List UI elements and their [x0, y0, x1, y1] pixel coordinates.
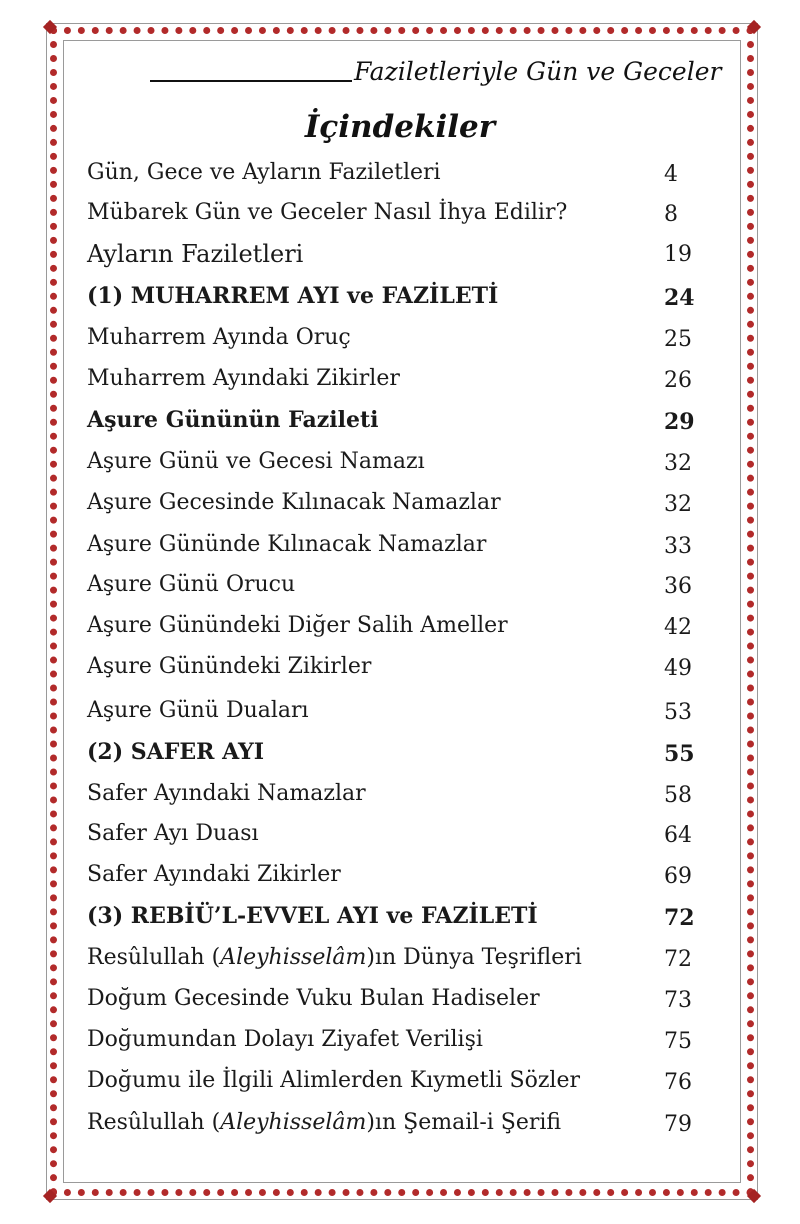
toc-entry-label: Aşure Günündeki Diğer Salih Ameller	[87, 613, 508, 638]
toc-entry-page: 19	[664, 242, 692, 267]
toc-entry-page: 36	[664, 574, 692, 599]
toc-entry[interactable]	[87, 240, 707, 276]
toc-entry[interactable]	[87, 1110, 707, 1146]
toc-entry-label-part: Resûlullah (	[87, 945, 221, 970]
toc-entry-label: (2) SAFER AYI	[87, 739, 265, 765]
toc-entry[interactable]	[87, 572, 707, 608]
toc-entry-page: 79	[664, 1112, 692, 1137]
toc-entry-label: Ayların Faziletleri	[87, 240, 304, 268]
toc-section-entry[interactable]	[87, 903, 707, 939]
toc-entry[interactable]	[87, 1027, 707, 1063]
toc-entry-label: Muharrem Ayında Oruç	[87, 325, 351, 350]
toc-entry[interactable]	[87, 366, 707, 402]
toc-entry-label-part: Resûlullah (	[87, 1110, 221, 1135]
toc-entry[interactable]	[87, 449, 707, 485]
toc-entry-label: Doğumu ile İlgili Alimlerden Kıymetli Sözler	[87, 1068, 580, 1093]
toc-entry-label-part: )ın Şemail-i Şerifi	[366, 1110, 562, 1135]
toc-entry-label-italic: Aleyhisselâm	[220, 1110, 367, 1135]
toc-entry-page: 32	[664, 492, 692, 517]
toc-entry-page: 69	[664, 864, 692, 889]
toc-entry[interactable]	[87, 532, 707, 568]
toc-entry-page: 58	[664, 783, 692, 808]
toc-entry-label	[87, 945, 582, 970]
toc-entry-page: 76	[664, 1070, 692, 1095]
toc-entry[interactable]	[87, 325, 707, 361]
toc-entry-page: 73	[664, 988, 692, 1013]
toc-entry-page: 42	[664, 615, 692, 640]
toc-entry-label: Muharrem Ayındaki Zikirler	[87, 366, 400, 391]
toc-entry-label: (1) MUHARREM AYI ve FAZİLETİ	[87, 283, 499, 309]
toc-entry[interactable]	[87, 1068, 707, 1104]
toc-entry-label: (3) REBİÜ’L-EVVEL AYI ve FAZİLETİ	[87, 903, 538, 929]
toc-entry[interactable]	[87, 862, 707, 898]
toc-entry-page: 29	[664, 409, 695, 435]
toc-entry-label-part: )ın Dünya Teşrifleri	[366, 945, 582, 970]
toc-entry-label: Aşure Gecesinde Kılınacak Namazlar	[87, 490, 501, 515]
toc-section-entry[interactable]	[87, 283, 707, 319]
toc-section-entry[interactable]	[87, 739, 707, 775]
toc-entry-label: Doğum Gecesinde Vuku Bulan Hadiseler	[87, 986, 540, 1011]
toc-title: İçindekiler	[304, 109, 496, 145]
toc-entry-label: Safer Ayı Duası	[87, 821, 259, 846]
toc-entry-label: Aşure Gününün Fazileti	[87, 407, 379, 433]
toc-section-entry[interactable]	[87, 407, 707, 443]
toc-entry-label: Aşure Günü Orucu	[87, 572, 296, 597]
toc-entry-page: 26	[664, 368, 692, 393]
toc-entry-page: 32	[664, 451, 692, 476]
toc-entry-page: 24	[664, 285, 695, 311]
toc-entry-label: Mübarek Gün ve Geceler Nasıl İhya Edilir?	[87, 200, 568, 225]
toc-entry-page: 8	[664, 202, 678, 227]
toc-entry-page: 49	[664, 656, 692, 681]
toc-entry[interactable]	[87, 200, 707, 236]
toc-entry[interactable]	[87, 490, 707, 526]
toc-entry[interactable]	[87, 698, 707, 734]
toc-entry-label	[87, 1110, 561, 1135]
toc-entry[interactable]	[87, 160, 707, 196]
toc-entry-label: Safer Ayındaki Zikirler	[87, 862, 341, 887]
toc-entry-page: 75	[664, 1029, 692, 1054]
toc-entry[interactable]	[87, 821, 707, 857]
toc-entry-label: Aşure Gününde Kılınacak Namazlar	[87, 532, 487, 557]
toc-entry-page: 72	[664, 947, 692, 972]
running-title: Faziletleriyle Gün ve Geceler	[354, 57, 722, 86]
toc-entry-label: Gün, Gece ve Ayların Faziletleri	[87, 160, 441, 185]
toc-entry-page: 55	[664, 741, 695, 767]
toc-entry-page: 33	[664, 534, 692, 559]
toc-entry-label: Aşure Günündeki Zikirler	[87, 654, 372, 679]
toc-entry[interactable]	[87, 613, 707, 649]
toc-entry[interactable]	[87, 654, 707, 690]
toc-entry-label-italic: Aleyhisselâm	[220, 945, 367, 970]
toc-entry-label: Safer Ayındaki Namazlar	[87, 781, 366, 806]
toc-entry-label: Doğumundan Dolayı Ziyafet Verilişi	[87, 1027, 483, 1052]
toc-entry[interactable]	[87, 945, 707, 981]
toc-entry-page: 25	[664, 327, 692, 352]
toc-entry-page: 53	[664, 700, 692, 725]
toc-entry-page: 4	[664, 162, 678, 187]
toc-entry-page: 72	[664, 905, 695, 931]
toc-entry[interactable]	[87, 781, 707, 817]
toc-entry-label: Aşure Günü Duaları	[87, 698, 309, 723]
toc-entry-label: Aşure Günü ve Gecesi Namazı	[87, 449, 425, 474]
toc-entry[interactable]	[87, 986, 707, 1022]
toc-entry-page: 64	[664, 823, 692, 848]
